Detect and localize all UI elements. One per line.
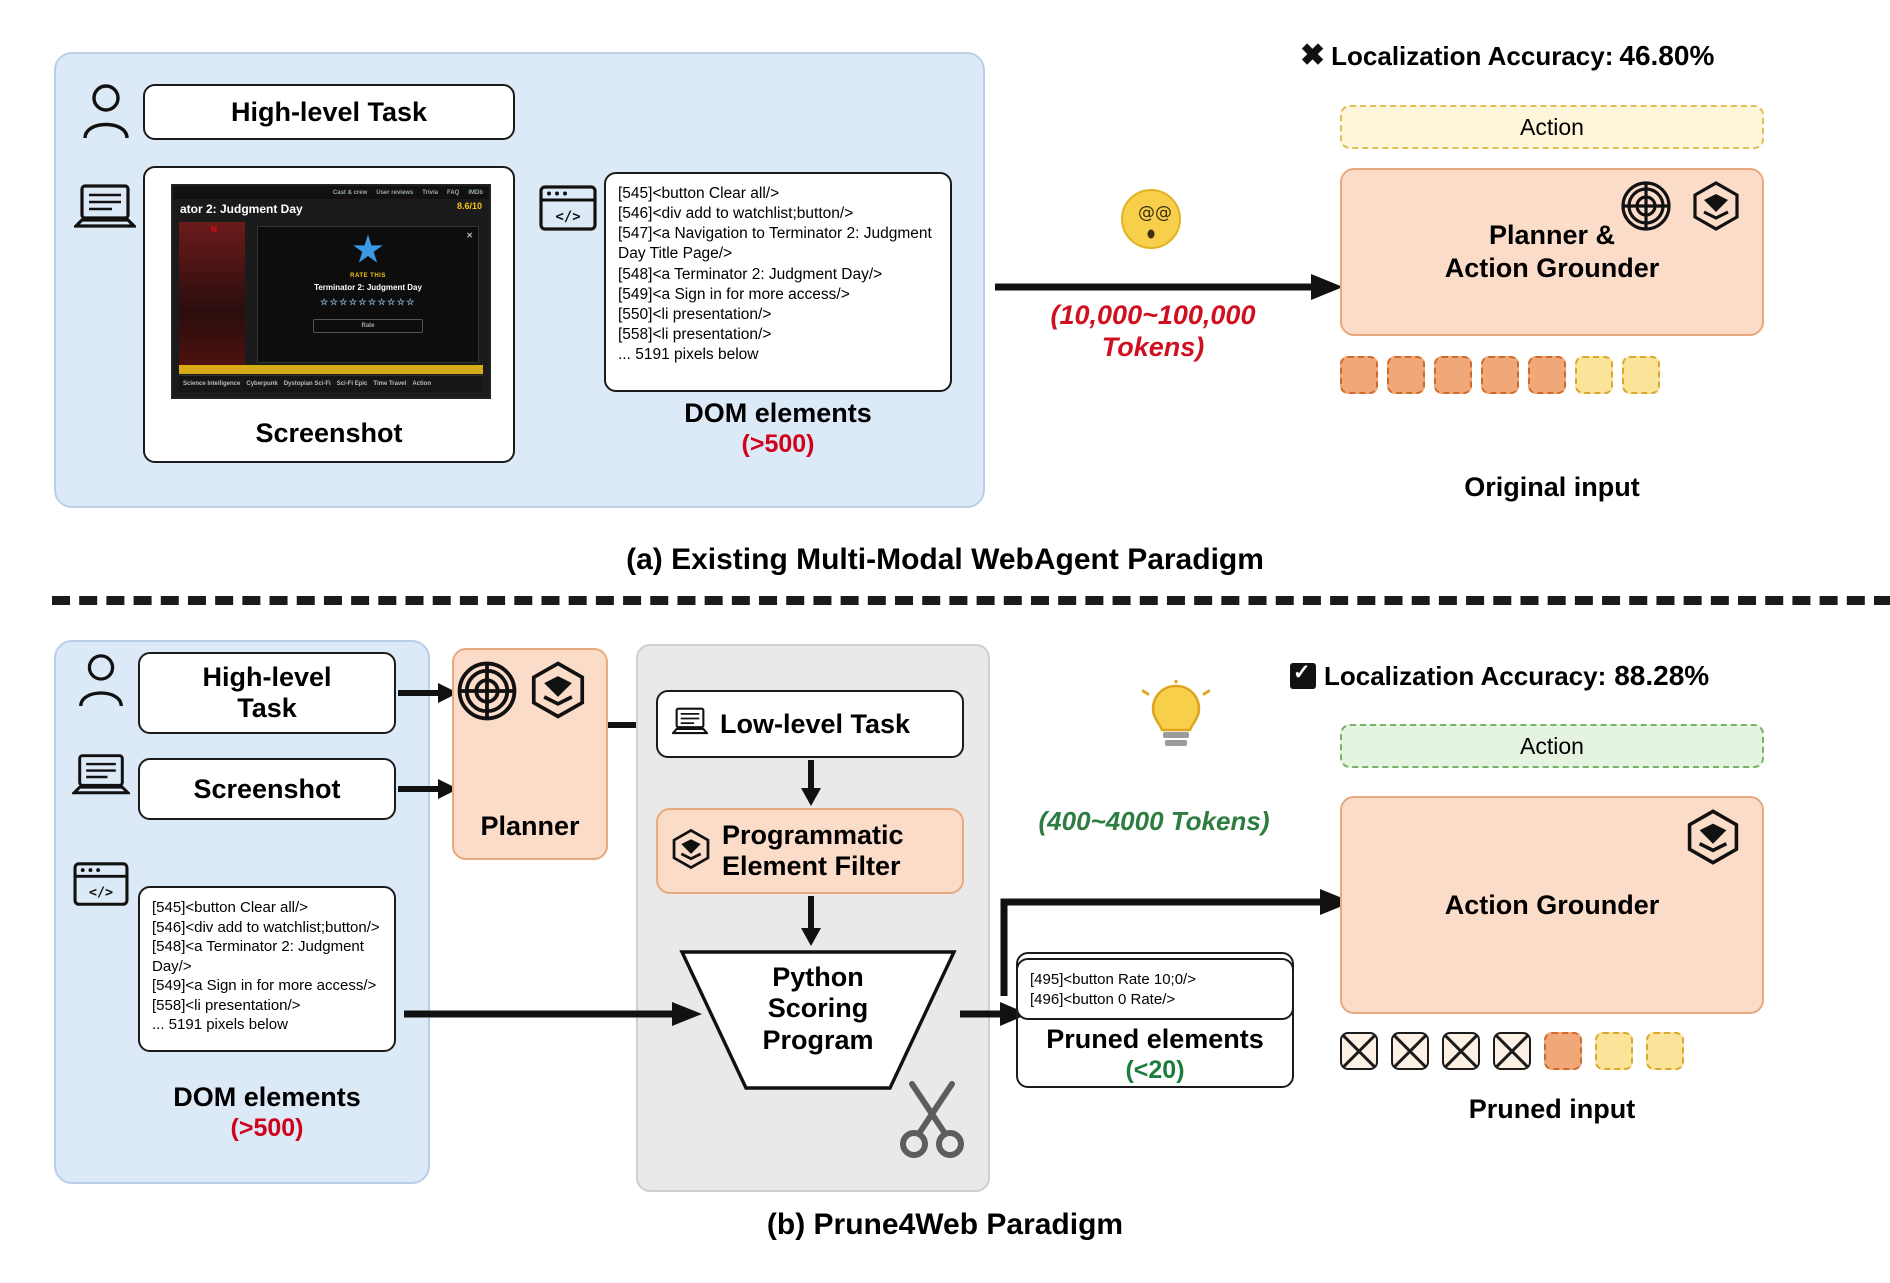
action-grounder-label: Action Grounder bbox=[1444, 889, 1660, 920]
pruned-input-tokens bbox=[1340, 1032, 1684, 1070]
check-icon bbox=[1290, 663, 1316, 689]
screenshot-label-a: Screenshot bbox=[255, 418, 403, 448]
mock-nav-item: FAQ bbox=[446, 189, 460, 196]
dom-line: [548]<a Terminator 2: Judgment Day/> bbox=[152, 938, 364, 975]
accuracy-label-b: Localization Accuracy: bbox=[1324, 660, 1607, 691]
svg-text:@: @ bbox=[1155, 203, 1172, 223]
token-chip bbox=[1528, 356, 1566, 394]
netflix-logo: N bbox=[211, 225, 217, 234]
token-chip bbox=[1646, 1032, 1684, 1070]
original-input-tokens bbox=[1340, 356, 1660, 394]
dom-line: ... 5191 pixels below bbox=[152, 1016, 288, 1033]
openai-logo-b bbox=[456, 660, 518, 727]
low-level-task-label: Low-level Task bbox=[720, 708, 911, 739]
arrow-lowlevel-to-filter bbox=[798, 760, 824, 808]
screenshot-label-b: Screenshot bbox=[193, 773, 341, 804]
dom-line: [545]<button Clear all/> bbox=[152, 899, 308, 916]
token-chip-pruned bbox=[1493, 1032, 1531, 1070]
low-level-task-box bbox=[656, 690, 964, 758]
token-chip bbox=[1340, 356, 1378, 394]
dom-line: [548]<a Terminator 2: Judgment Day/> bbox=[618, 265, 883, 283]
dom-line: [549]<a Sign in for more access/> bbox=[152, 977, 377, 994]
screenshot-box-a bbox=[143, 166, 515, 463]
arrow-filter-to-scoring bbox=[798, 896, 824, 948]
mock-rate-this: RATE THIS bbox=[350, 273, 386, 279]
high-level-task-line1: High-level bbox=[202, 662, 332, 692]
dom-line: [549]<a Sign in for more access/> bbox=[618, 285, 850, 303]
scoring-line3: Program bbox=[762, 1024, 874, 1055]
arrow-screenshot-to-planner bbox=[398, 776, 460, 802]
mock-rate-button[interactable]: Rate bbox=[313, 319, 423, 333]
token-chip bbox=[1481, 356, 1519, 394]
user-icon-b bbox=[74, 650, 128, 710]
qwen-logo-a bbox=[1690, 180, 1742, 237]
mock-nav-item: IMDb bbox=[468, 189, 483, 196]
model-box-line1-a: Planner & bbox=[1488, 220, 1616, 250]
pruned-elements-count: (<20) bbox=[1125, 1056, 1185, 1084]
caption-b: (b) Prune4Web Paradigm bbox=[766, 1208, 1124, 1241]
qwen-logo-filter bbox=[670, 828, 712, 875]
dom-elements-box-a bbox=[604, 172, 952, 392]
action-banner-b bbox=[1340, 724, 1764, 768]
token-count-label-a: (10,000~100,000 Tokens) bbox=[1050, 300, 1256, 362]
planner-label: Planner bbox=[480, 811, 580, 841]
token-chip bbox=[1434, 356, 1472, 394]
dom-line: [546]<div add to watchlist;button/> bbox=[618, 205, 854, 223]
screenshot-mock bbox=[171, 184, 491, 399]
star-icon: ★ bbox=[352, 231, 384, 269]
token-chip bbox=[1575, 356, 1613, 394]
token-chip bbox=[1595, 1032, 1633, 1070]
mock-page-title: ator 2: Judgment Day bbox=[180, 202, 303, 216]
high-level-task-line2: Task bbox=[237, 693, 297, 723]
screenshot-box-b bbox=[138, 758, 396, 820]
scoring-line1: Python bbox=[772, 962, 864, 992]
scoring-line2: Scoring bbox=[767, 993, 869, 1024]
action-banner-a bbox=[1340, 105, 1764, 149]
cross-icon: ✖ bbox=[1300, 39, 1326, 72]
section-divider bbox=[52, 596, 1890, 605]
svg-text:</>: </> bbox=[555, 209, 581, 225]
token-chip-pruned bbox=[1340, 1032, 1378, 1070]
accuracy-value-b: 88.28% bbox=[1614, 660, 1710, 691]
pruned-input-label: Pruned input bbox=[1468, 1094, 1636, 1124]
light-bulb-icon bbox=[1142, 680, 1210, 759]
laptop-icon-a bbox=[74, 182, 136, 236]
dom-line: [550]<li presentation/> bbox=[618, 305, 772, 323]
accuracy-label-a: Localization Accuracy: bbox=[1331, 40, 1614, 71]
pruned-line: [495]<button Rate 10;0/> bbox=[1030, 971, 1196, 988]
pruned-line: [496]<button 0 Rate/> bbox=[1030, 990, 1176, 1008]
accuracy-value-a: 46.80% bbox=[1619, 40, 1715, 71]
mock-nav-item: User reviews bbox=[376, 189, 414, 196]
laptop-small-icon bbox=[672, 706, 708, 743]
dom-elements-count-b: (>500) bbox=[230, 1114, 304, 1142]
mock-genre: Cyberpunk bbox=[246, 381, 278, 387]
mock-modal-title: Terminator 2: Judgment Day bbox=[314, 283, 422, 292]
dom-line: [547]<a Navigation to Terminator 2: Judgment Day Title Page/> bbox=[618, 225, 932, 263]
dom-elements-box-b bbox=[138, 886, 396, 1052]
high-level-task-label-a: High-level Task bbox=[230, 96, 428, 127]
token-chip bbox=[1387, 356, 1425, 394]
dom-browser-icon-b bbox=[72, 860, 130, 910]
mock-ribbon bbox=[179, 365, 483, 374]
mock-poster bbox=[179, 222, 245, 371]
dom-elements-label-a: DOM elements bbox=[684, 398, 872, 428]
original-input-label: Original input bbox=[1464, 472, 1640, 502]
model-box-line2-a: Action Grounder bbox=[1444, 253, 1660, 283]
laptop-icon-b bbox=[72, 752, 130, 802]
close-icon[interactable]: ✕ bbox=[466, 231, 473, 240]
token-chip-pruned bbox=[1391, 1032, 1429, 1070]
action-label-b: Action bbox=[1520, 732, 1584, 759]
dom-line: [545]<button Clear all/> bbox=[618, 185, 780, 202]
high-level-task-box-a bbox=[143, 84, 515, 140]
dom-line: ... 5191 pixels below bbox=[618, 346, 759, 364]
dom-line: [558]<li presentation/> bbox=[618, 325, 772, 343]
mock-top-nav bbox=[173, 186, 489, 199]
arrow-dom-to-scoring bbox=[404, 1000, 704, 1028]
element-filter-line1: Programmatic bbox=[722, 820, 904, 850]
arrow-pruned-to-grounder bbox=[1000, 880, 1356, 1000]
mock-nav-item: Cast & crew bbox=[332, 189, 368, 196]
token-count-label-b: (400~4000 Tokens) bbox=[1038, 806, 1270, 836]
mock-genre: Sci-Fi Epic bbox=[336, 381, 368, 387]
arrow-task-to-planner bbox=[398, 680, 460, 706]
high-level-task-box-b bbox=[138, 652, 396, 734]
scissors-icon bbox=[896, 1078, 968, 1167]
mock-nav-item: Trivia bbox=[422, 189, 438, 196]
qwen-logo-grounder bbox=[1684, 808, 1742, 871]
dizzy-face-icon bbox=[1120, 188, 1182, 255]
mock-genre-bar bbox=[179, 375, 483, 392]
svg-text:@: @ bbox=[1138, 203, 1155, 223]
mock-genre: Science Intelligence bbox=[183, 381, 241, 387]
star-rating-widget[interactable]: ☆☆☆☆☆☆☆☆☆☆ bbox=[320, 297, 416, 307]
dom-elements-label-b: DOM elements bbox=[173, 1082, 361, 1112]
svg-text:</>: </> bbox=[88, 885, 114, 901]
user-icon bbox=[78, 80, 134, 142]
element-filter-box bbox=[656, 808, 964, 894]
token-chip-pruned bbox=[1442, 1032, 1480, 1070]
accuracy-row-a bbox=[1300, 40, 1800, 72]
mock-genre: Time Travel bbox=[373, 381, 407, 387]
dom-line: [558]<li presentation/> bbox=[152, 996, 301, 1014]
token-chip bbox=[1544, 1032, 1582, 1070]
pruned-elements-label: Pruned elements bbox=[1046, 1024, 1264, 1054]
openai-logo-a bbox=[1620, 180, 1672, 237]
action-label-a: Action bbox=[1520, 113, 1584, 140]
mock-rating: 8.6/10 bbox=[456, 201, 482, 211]
dom-browser-icon-a bbox=[538, 183, 598, 235]
mock-rating-modal bbox=[257, 226, 479, 363]
qwen-logo-b bbox=[528, 660, 588, 725]
accuracy-row-b bbox=[1290, 660, 1850, 692]
dom-elements-count-a: (>500) bbox=[741, 430, 815, 458]
element-filter-line2: Element Filter bbox=[722, 851, 901, 881]
arrow-a bbox=[995, 272, 1345, 302]
mock-genre: Dystopian Sci-Fi bbox=[283, 381, 331, 387]
python-scoring-label bbox=[676, 962, 960, 1056]
dom-line: [546]<div add to watchlist;button/> bbox=[152, 918, 380, 936]
mock-genre: Action bbox=[412, 381, 431, 387]
caption-a: (a) Existing Multi-Modal WebAgent Paradigm bbox=[626, 543, 1264, 576]
token-chip bbox=[1622, 356, 1660, 394]
